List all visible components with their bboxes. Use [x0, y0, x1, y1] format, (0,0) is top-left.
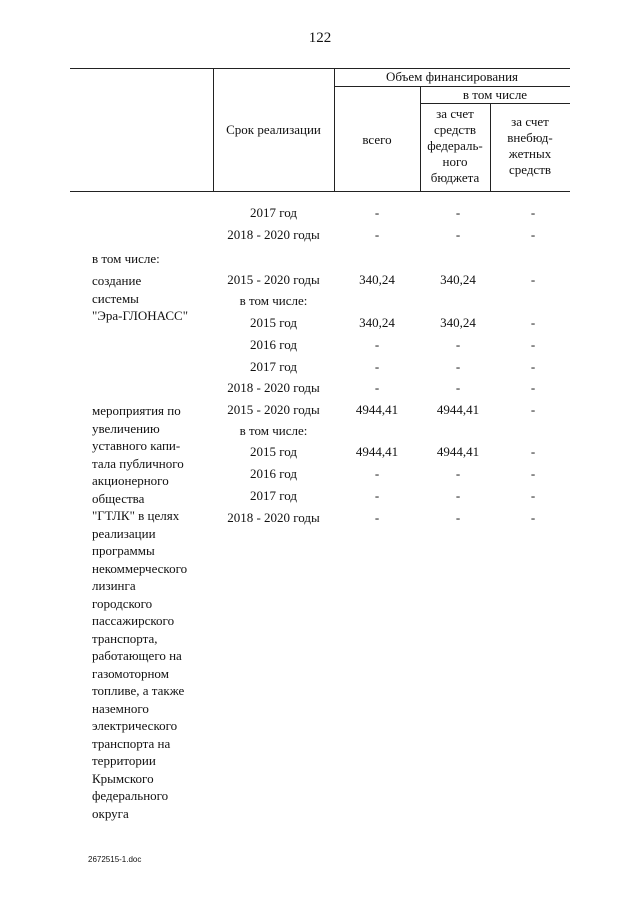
row-federal: - [455, 337, 461, 352]
row-extra: - [530, 402, 536, 417]
row-term: 2016 год [250, 466, 297, 481]
row-total: 340,24 [359, 315, 395, 330]
row-federal: - [455, 488, 461, 503]
row-extra: - [530, 488, 536, 503]
row-extra: - [530, 444, 536, 459]
financing-header: Объем финансирования [385, 69, 519, 84]
row-term: 2015 - 2020 годы [227, 402, 320, 417]
row-term: 2018 - 2020 годы [227, 380, 320, 395]
row-term: 2015 - 2020 годы [227, 272, 320, 287]
including-rule [420, 103, 570, 104]
row-extra: - [530, 315, 536, 330]
row-total: - [374, 488, 380, 503]
row-total: 340,24 [359, 272, 395, 287]
row-federal: - [455, 380, 461, 395]
row-total: - [374, 510, 380, 525]
extrabudget-header: за счет внебюд- жетных средств [507, 114, 553, 177]
section1-description: создание системы "Эра-ГЛОНАСС" [92, 273, 189, 323]
row-federal: - [455, 359, 461, 374]
row-federal: 340,24 [440, 315, 476, 330]
row-extra: - [530, 510, 536, 525]
federal-header: за счет средств федераль- ного бюджета [427, 106, 483, 185]
section2-description: мероприятия по увеличению уставного капи- тала публичного акционерного общества "ГТЛК" в целях реализации программы некоммерческого лизинга городского пассажирского транспорта, работающего на газомоторном топливе, а также наземного электрического транспорта на территории Крымского федерального округа [92, 403, 188, 821]
row-term: 2018 - 2020 годы [227, 510, 320, 525]
row-term: 2017 год [250, 205, 297, 220]
row-term: 2017 год [250, 488, 297, 503]
row-federal: 4944,41 [436, 444, 480, 459]
row-term: 2015 год [250, 444, 297, 459]
col-divider-2 [334, 68, 335, 191]
row-term: 2016 год [250, 337, 297, 352]
header-bottom-rule [70, 191, 570, 192]
row-federal: 340,24 [440, 272, 476, 287]
row-federal: - [455, 466, 461, 481]
row-federal: 4944,41 [436, 402, 480, 417]
including-header: в том числе [462, 87, 528, 102]
row-extra: - [530, 272, 536, 287]
including-label: в том числе: [92, 251, 160, 266]
row-total: - [374, 227, 380, 242]
row-term: в том числе: [239, 293, 308, 308]
row-federal: - [455, 227, 461, 242]
row-extra: - [530, 205, 536, 220]
row-term: 2018 - 2020 годы [227, 227, 320, 242]
row-total: - [374, 337, 380, 352]
page-number: 122 [308, 30, 332, 46]
row-total: 4944,41 [355, 402, 399, 417]
total-header: всего [362, 132, 392, 147]
row-extra: - [530, 359, 536, 374]
row-term: 2017 год [250, 359, 297, 374]
row-federal: - [455, 510, 461, 525]
row-extra: - [530, 466, 536, 481]
row-total: - [374, 359, 380, 374]
row-total: - [374, 466, 380, 481]
row-total: - [374, 205, 380, 220]
row-extra: - [530, 227, 536, 242]
row-extra: - [530, 380, 536, 395]
row-term: 2015 год [250, 315, 297, 330]
row-total: 4944,41 [355, 444, 399, 459]
row-term: в том числе: [239, 423, 308, 438]
row-extra: - [530, 337, 536, 352]
document-footer: 2672515-1.doc [88, 855, 142, 864]
term-header: Срок реализации [226, 122, 321, 137]
row-federal: - [455, 205, 461, 220]
row-total: - [374, 380, 380, 395]
